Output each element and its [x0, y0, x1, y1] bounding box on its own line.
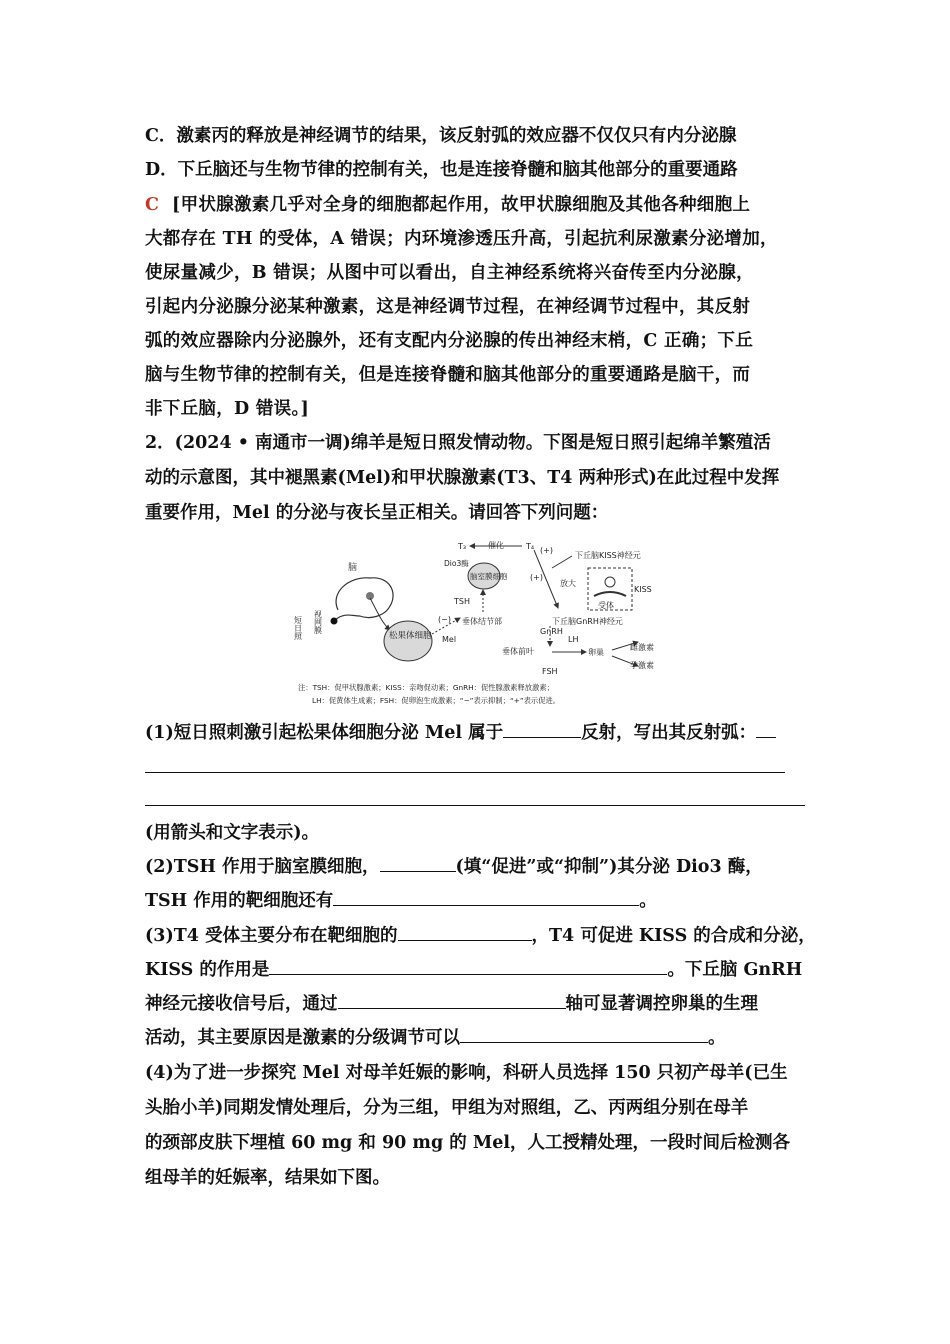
- optic-path: [335, 615, 360, 620]
- q2-line2b: 。: [639, 891, 657, 911]
- label-receptor: 受体: [598, 601, 614, 610]
- q3-line-1: [145, 919, 816, 953]
- brain-to-pineal-arrow: [370, 598, 390, 630]
- label-kiss-neuron: 下丘脑KISS神经元: [575, 551, 641, 560]
- answer-line-3: 使尿量减少，B 错误；从图中可以看出，自主神经系统将兴奋传至内分泌腺，: [145, 263, 754, 283]
- answer-line-7: 非下丘脑，D 错误。]: [145, 399, 310, 419]
- label-retina: 视网膜: [313, 610, 323, 634]
- q1-part2: 反射，写出其反射弧：: [581, 723, 757, 743]
- label-amplify: 放大: [560, 579, 576, 588]
- q3-l2a: KISS 的作用是: [145, 960, 270, 980]
- q4-line-4: 组母羊的妊娠率，结果如下图。: [145, 1168, 390, 1188]
- q2-blank-target-cells[interactable]: [333, 887, 639, 906]
- sheep-reproduction-diagram: [290, 538, 670, 708]
- label-estrogen: 雌激素: [630, 643, 654, 652]
- label-ant-pituitary: 垂体前叶: [502, 647, 534, 656]
- q3-line-4: [145, 1021, 726, 1055]
- label-ovary: 卵巢: [588, 648, 604, 657]
- answer-text: [甲状腺激素几乎对全身的细胞都起作用，故甲状腺细胞及其他各种细胞上: [172, 195, 751, 215]
- answer-line-5: 弧的效应器除内分泌腺外，还有支配内分泌腺的传出神经末梢，C 正确；下丘: [145, 331, 754, 351]
- q3-blank-reason[interactable]: [460, 1024, 708, 1043]
- q1-line: [145, 716, 776, 750]
- q2-part2: (填“促进”或“抑制”)其分泌 Dio3 酶，: [455, 857, 763, 877]
- q2-line-1: [145, 850, 763, 884]
- option-c: C．激素丙的释放是神经调节的结果，该反射弧的效应器不仅仅只有内分泌腺: [145, 126, 737, 146]
- q1-blank-line-2[interactable]: [145, 805, 805, 806]
- label-ependymal: 脑室膜细胞: [470, 572, 508, 581]
- q2-line2a: TSH 作用的靶细胞还有: [145, 891, 334, 911]
- label-tsh: TSH: [454, 597, 470, 606]
- label-t4-right: T₄: [526, 542, 535, 551]
- label-progesterone: 孕激素: [630, 661, 654, 670]
- q3-l1b: ，T4 可促进 KISS 的合成和分泌，: [531, 926, 816, 946]
- diagram-note-2: LH：促黄体生成素；FSH：促卵泡生成激素；“−”表示抑制；“+”表示促进。: [312, 696, 561, 705]
- pineal-cell: [384, 621, 432, 661]
- q3-line-3: [145, 987, 758, 1021]
- q4-line-3: 的颈部皮肤下埋植 60 mg 和 90 mg 的 Mel，人工授精处理，一段时间后检测各: [145, 1133, 791, 1153]
- label-minus: (−): [438, 615, 451, 624]
- kiss-vesicle: [605, 577, 615, 587]
- answer-line-1: [145, 188, 750, 222]
- label-pituitary-stalk: 垂体结节部: [462, 617, 502, 626]
- label-kiss: KISS: [634, 585, 652, 594]
- q2-intro-2: 动的示意图，其中褪黑素(Mel)和甲状腺激素(T3、T4 两种形式)在此过程中发挥: [145, 468, 780, 488]
- brain-outline: [336, 578, 393, 618]
- label-plus-1: (+): [540, 546, 553, 555]
- q3-blank-kiss-function[interactable]: [269, 956, 667, 975]
- q1-blank-line-1[interactable]: [145, 772, 785, 773]
- q3-blank-axis[interactable]: [338, 990, 566, 1009]
- answer-line-4: 引起内分泌腺分泌某种激素，这是神经调节过程，在神经调节过程中，其反射: [145, 297, 751, 317]
- q2-part1: (2)TSH 作用于脑室膜细胞，: [145, 857, 380, 877]
- synapse-curve: [594, 592, 626, 596]
- label-plus-2: (+): [530, 573, 543, 582]
- q3-l3b: 轴可显著调控卵巢的生理: [565, 994, 758, 1014]
- answer-line-6: 脑与生物节律的控制有关，但是连接脊髓和脑其他部分的重要通路是脑干，而: [145, 365, 751, 385]
- q1-blank-reflex-arc-start[interactable]: [756, 719, 776, 738]
- label-brain: 脑: [348, 563, 358, 573]
- label-catalyze: 催化: [488, 541, 504, 550]
- label-fsh: FSH: [542, 667, 558, 676]
- q3-l2b: 。下丘脑 GnRH: [667, 960, 803, 980]
- q1-blank-reflex-type[interactable]: [503, 719, 581, 738]
- eye-icon: [331, 618, 338, 625]
- label-short-day: 短日照: [293, 616, 303, 640]
- kiss-neuron-pointer: [552, 556, 572, 568]
- answer-letter: C: [145, 195, 160, 215]
- label-mel: Mel: [442, 635, 457, 644]
- q1-tail: (用箭头和文字表示)。: [145, 823, 320, 843]
- q2-intro-3: 重要作用，Mel 的分泌与夜长呈正相关。请回答下列问题：: [145, 503, 609, 523]
- label-gnrh-neuron: 下丘脑GnRH神经元: [552, 617, 623, 626]
- q2-intro-1: 2．(2024 • 南通市一调)绵羊是短日照发情动物。下图是短日照引起绵羊繁殖活: [145, 433, 771, 453]
- option-d: D．下丘脑还与生物节律的控制有关，也是连接脊髓和脑其他部分的重要通路: [145, 160, 738, 180]
- q3-l4a: 活动，其主要原因是激素的分级调节可以: [145, 1028, 460, 1048]
- q3-l4b: 。: [708, 1028, 726, 1048]
- q1-part1: (1)短日照刺激引起松果体细胞分泌 Mel 属于: [145, 723, 504, 743]
- q3-l3a: 神经元接收信号后，通过: [145, 994, 338, 1014]
- label-t3-left: T₃: [458, 542, 467, 551]
- answer-line-2: 大都存在 TH 的受体，A 错误；内环境渗透压升高，引起抗利尿激素分泌增加，: [145, 229, 778, 249]
- q3-blank-receptor-location[interactable]: [398, 922, 532, 941]
- q4-line-1: (4)为了进一步探究 Mel 对母羊妊娠的影响，科研人员选择 150 只初产母羊(已生: [145, 1063, 788, 1083]
- q2-blank-promote-inhibit[interactable]: [380, 853, 456, 872]
- label-dio3: Dio3酶: [444, 559, 469, 568]
- q2-line-2: [145, 884, 657, 918]
- q4-line-2: 头胎小羊)同期发情处理后，分为三组，甲组为对照组，乙、丙两组分别在母羊: [145, 1098, 749, 1118]
- label-gnrh: GnRH: [540, 627, 563, 636]
- label-lh: LH: [568, 635, 579, 644]
- q3-line-2: [145, 953, 802, 987]
- q3-l1a: (3)T4 受体主要分布在靶细胞的: [145, 926, 398, 946]
- label-pineal: 松果体细胞: [389, 631, 432, 641]
- diagram-note-1: 注：TSH：促甲状腺激素；KISS：亲吻促动素；GnRH：促性腺激素释放激素；: [298, 683, 554, 692]
